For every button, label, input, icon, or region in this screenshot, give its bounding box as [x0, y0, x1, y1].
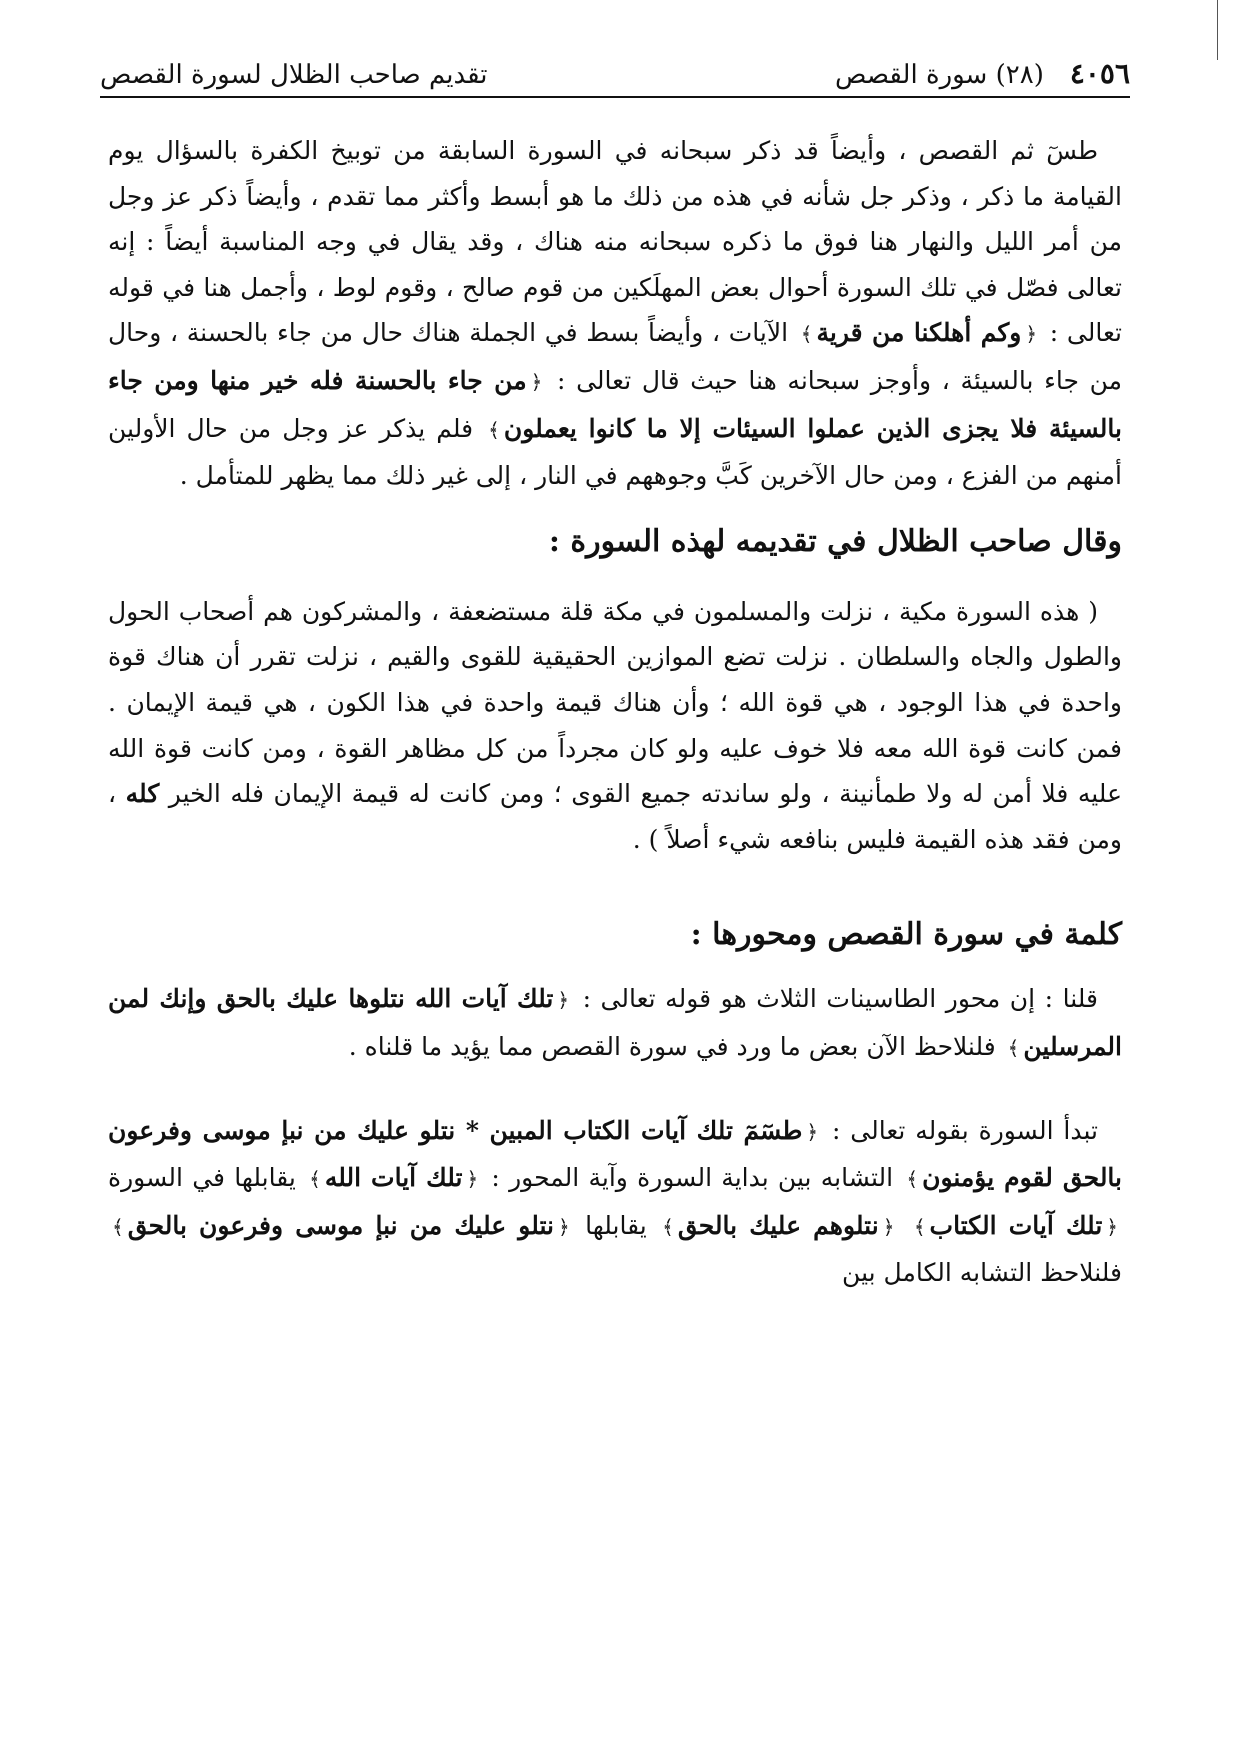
ornate-bracket-open: ﴿ — [882, 1214, 895, 1239]
ornate-bracket-close: ﴾ — [112, 1214, 124, 1239]
text-span: يقابلها في السورة — [108, 1163, 296, 1193]
paragraph-axis — [108, 976, 1122, 1071]
section-title: تقديم صاحب الظلال لسورة القصص — [100, 60, 488, 90]
text-span: ، ومن فقد هذه القيمة فليس بنافعه شيء أصلاً ) . — [108, 779, 1122, 854]
ornate-bracket-close: ﴾ — [913, 1214, 926, 1239]
quran-quote: تلك آيات الله نتلوها عليك بالحق وإنك لمن المرسلين — [108, 984, 1122, 1061]
ornate-bracket-close: ﴾ — [1007, 1035, 1020, 1060]
text-span: تبدأ السورة بقوله تعالى : — [831, 1115, 1098, 1145]
quran-quote: تلك آيات الكتاب — [929, 1210, 1103, 1240]
ornate-bracket-close: ﴾ — [800, 322, 813, 347]
ornate-bracket-open: ﴿ — [1106, 1214, 1118, 1239]
paragraph-intro — [108, 128, 1122, 499]
text-span: فلم يذكر عز وجل من حال الأولين أمنهم من الفزع ، ومن حال الآخرين كَبَّ وجوههم في النار ، إلى غير ذلك مما يظهر للمتأمل . — [108, 413, 1122, 491]
paragraph-quote — [108, 589, 1122, 863]
ornate-bracket-open: ﴿ — [558, 1214, 570, 1239]
text-span: فلنلاحظ الآن بعض ما ورد في سورة القصص مما يؤيد ما قلناه . — [348, 1031, 996, 1061]
quran-quote: تلك آيات الله — [324, 1163, 463, 1193]
page-body — [108, 128, 1122, 1296]
text-span: فلنلاحظ التشابه الكامل بين — [842, 1258, 1122, 1288]
quran-quote: طسٓمٓ تلك آيات الكتاب المبين * نتلو عليك من نبإ موسى وفرعون بالحق لقوم يؤمنون — [108, 1115, 1123, 1193]
ornate-bracket-close: ﴾ — [488, 417, 500, 442]
text-span: التشابه بين بداية السورة وآية المحور : — [491, 1163, 894, 1193]
ornate-bracket-close: ﴾ — [662, 1214, 674, 1239]
text-span: الآيات ، وأيضاً بسط في الجملة هناك حال من جاء بالحسنة ، وحال من جاء بالسيئة ، وأوجز سبحانه هنا حيث قال تعالى : — [108, 318, 1122, 395]
page-number: ٤٠٥٦ — [1069, 57, 1130, 90]
surah-label: (٢٨) سورة القصص — [834, 60, 1044, 90]
text-span: ( هذه السورة مكية ، نزلت والمسلمون في مكة قلة مستضعفة ، والمشركون هم أصحاب الحول والطول والجاه والسلطان . نزلت تضع الموازين الحقيقية للقوى والقيم ، نزلت تقرر أن هناك قوة واحدة في هذا الوجود ، هي قوة الله ؛ وأن هناك قيمة واحدة في هذا الكون ، هي قيمة الإيمان . فمن كانت قوة الله معه فلا خوف عليه ولو كان مجرداً من كل مظاهر القوة ، ومن كانت قوة الله عليه فلا أمن له ولا طمأنينة ، ولو ساندته جميع القوى ؛ ومن كانت له قيمة الإيمان فله الخير — [108, 596, 1122, 809]
ornate-bracket-open: ﴿ — [557, 988, 570, 1013]
ornate-bracket-close: ﴾ — [309, 1167, 321, 1192]
section-heading: وقال صاحب الظلال في تقديمه لهذه السورة : — [548, 523, 1122, 559]
ornate-bracket-open: ﴿ — [530, 369, 543, 394]
text-span: طسٓ ثم القصص ، وأيضاً قد ذكر سبحانه في السورة السابقة من توبيخ الكفرة بالسؤال يوم القيامة ما ذكر ، وذكر جل شأنه في هذه من ذلك ما هو أبسط وأكثر مما تقدم ، وأيضاً ذكر عز وجل من أمر الليل والنهار هنا فوق ما ذكره سبحانه منه هناك ، وقد يقال في وجه المناسبة أيضاً : إنه تعالى فصّل في تلك السورة أحوال بعض المهلَكين من قوم صالح ، وقوم لوط ، وأجمل هنا في قوله تعالى : — [108, 136, 1122, 348]
ornate-bracket-open: ﴿ — [1025, 322, 1038, 347]
quran-quote: نتلوهم عليك بالحق — [677, 1210, 879, 1240]
text-span: قلنا : إن محور الطاسينات الثلاث هو قوله تعالى : — [582, 984, 1098, 1014]
header-right — [835, 57, 1130, 90]
page-header — [100, 38, 1130, 98]
text-span: يقابلها — [585, 1210, 647, 1240]
quran-quote: نتلو عليك من نبإ موسى وفرعون بالحق — [127, 1210, 554, 1240]
quran-quote: من جاء بالحسنة فله خير منها ومن جاء بالسيئة فلا يجزى الذين عملوا السيئات إلا ما كانوا يعملون — [108, 365, 1122, 443]
bold-word: كله — [125, 779, 160, 809]
ornate-bracket-open: ﴿ — [806, 1119, 819, 1144]
section-heading: كلمة في سورة القصص ومحورها : — [690, 917, 1122, 953]
scan-edge-line — [1217, 0, 1218, 60]
quran-quote: وكم أهلكنا من قرية — [816, 318, 1022, 348]
paragraph-opening — [108, 1108, 1122, 1296]
ornate-bracket-open: ﴿ — [466, 1167, 479, 1192]
ornate-bracket-close: ﴾ — [906, 1167, 919, 1192]
